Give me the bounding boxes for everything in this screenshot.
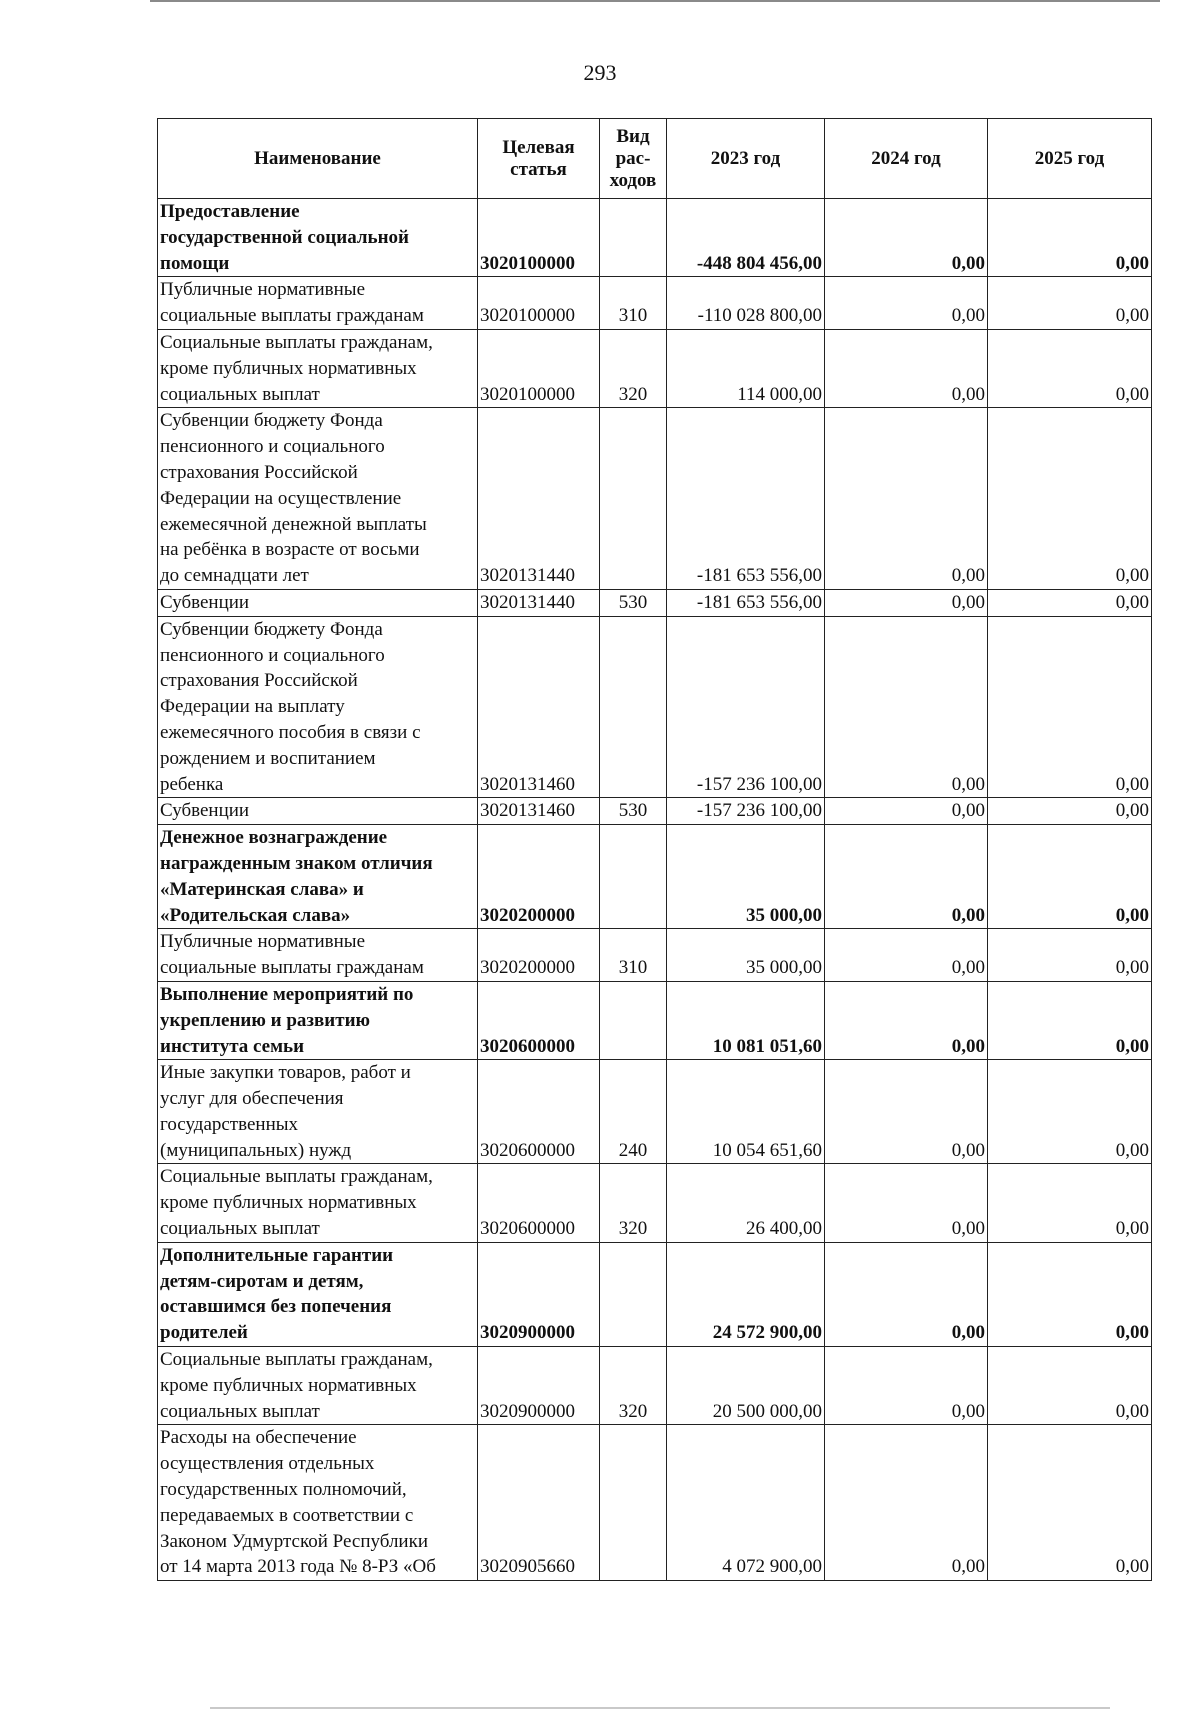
row-amount-2025: 0,00: [988, 1347, 1152, 1425]
row-amount-2025: 0,00: [988, 329, 1152, 407]
row-name-line: «Родительская слава»: [160, 904, 351, 926]
table-row: [158, 1164, 1152, 1242]
row-amount-2023: 114 000,00: [667, 329, 825, 407]
row-target-code: 3020131460: [478, 798, 600, 825]
row-target-code: 3020600000: [478, 1060, 600, 1164]
row-amount-2024: 0,00: [825, 1425, 988, 1581]
row-amount-2023: -157 236 100,00: [667, 798, 825, 825]
row-target-code: 3020200000: [478, 825, 600, 929]
row-name-line: услуг для обеспечения: [160, 1088, 344, 1110]
row-name: [158, 1242, 478, 1346]
table-row: [158, 798, 1152, 825]
row-target-code: 3020905660: [478, 1425, 600, 1581]
header-target-line: Целевая: [502, 136, 575, 158]
row-name-line: до семнадцати лет: [160, 565, 309, 587]
row-target-code: 3020900000: [478, 1347, 600, 1425]
row-target-code: 3020131460: [478, 616, 600, 798]
row-amount-2024: 0,00: [825, 798, 988, 825]
row-expense-kind: 310: [600, 929, 667, 982]
row-amount-2023: 26 400,00: [667, 1164, 825, 1242]
row-name-line: на ребёнка в возрасте от восьми: [160, 539, 420, 561]
row-target-code: 3020100000: [478, 199, 600, 277]
row-name-line: передаваемых в соответствии с: [160, 1504, 414, 1526]
row-name-line: социальных выплат: [160, 383, 320, 405]
row-name: [158, 616, 478, 798]
row-name-line: кроме публичных нормативных: [160, 357, 417, 379]
row-name: [158, 1060, 478, 1164]
row-amount-2023: 20 500 000,00: [667, 1347, 825, 1425]
row-amount-2025: 0,00: [988, 1060, 1152, 1164]
table-row: [158, 929, 1152, 982]
row-amount-2025: 0,00: [988, 929, 1152, 982]
row-amount-2025: 0,00: [988, 277, 1152, 330]
table-row: [158, 616, 1152, 798]
row-amount-2025: 0,00: [988, 981, 1152, 1059]
row-name-line: Иные закупки товаров, работ и: [160, 1062, 411, 1084]
scan-bottom-edge: [210, 1707, 1110, 1709]
row-amount-2023: 10 081 051,60: [667, 981, 825, 1059]
row-name-line: от 14 марта 2013 года № 8-РЗ «Об: [160, 1556, 436, 1578]
table-row: [158, 1060, 1152, 1164]
row-name-line: социальные выплаты гражданам: [160, 305, 424, 327]
row-name-line: государственной социальной: [160, 226, 409, 248]
row-expense-kind: [600, 981, 667, 1059]
row-name: [158, 277, 478, 330]
row-name-line: социальные выплаты гражданам: [160, 957, 424, 979]
scan-top-edge: [150, 0, 1160, 2]
row-name-line: ребенка: [160, 773, 224, 795]
row-name-line: пенсионного и социального: [160, 644, 385, 666]
table-row: [158, 1242, 1152, 1346]
row-name-line: Субвенции бюджету Фонда: [160, 618, 383, 640]
row-name-line: Публичные нормативные: [160, 931, 366, 953]
row-name-line: страхования Российской: [160, 461, 358, 483]
row-expense-kind: [600, 825, 667, 929]
row-name: [158, 589, 478, 616]
header-row: [158, 119, 1152, 199]
row-amount-2024: 0,00: [825, 1164, 988, 1242]
row-name-line: Законом Удмуртской Республики: [160, 1530, 428, 1552]
row-name-line: пенсионного и социального: [160, 436, 385, 458]
row-name-line: награжденным знаком отличия: [160, 852, 433, 874]
row-expense-kind: [600, 1242, 667, 1346]
row-amount-2025: 0,00: [988, 616, 1152, 798]
row-amount-2025: 0,00: [988, 798, 1152, 825]
row-amount-2024: 0,00: [825, 408, 988, 590]
row-expense-kind: 240: [600, 1060, 667, 1164]
table-row: [158, 199, 1152, 277]
header-name: Наименование: [158, 119, 478, 199]
budget-table: [157, 118, 1152, 1581]
row-name-line: Социальные выплаты гражданам,: [160, 331, 433, 353]
row-target-code: 3020131440: [478, 589, 600, 616]
row-name-line: социальных выплат: [160, 1400, 320, 1422]
row-name-line: кроме публичных нормативных: [160, 1374, 417, 1396]
row-name-line: Дополнительные гарантии: [160, 1244, 394, 1266]
row-name: [158, 408, 478, 590]
row-amount-2024: 0,00: [825, 1060, 988, 1164]
row-name-line: детям-сиротам и детям,: [160, 1270, 364, 1292]
table-row: [158, 825, 1152, 929]
row-expense-kind: 320: [600, 329, 667, 407]
row-name-line: Федерации на выплату: [160, 696, 345, 718]
row-target-code: 3020131440: [478, 408, 600, 590]
row-expense-kind: 530: [600, 798, 667, 825]
row-name-line: кроме публичных нормативных: [160, 1192, 417, 1214]
header-kind-line: рас-: [615, 147, 651, 169]
row-amount-2024: 0,00: [825, 929, 988, 982]
row-name: [158, 981, 478, 1059]
row-amount-2024: 0,00: [825, 277, 988, 330]
row-name-line: Социальные выплаты гражданам,: [160, 1166, 433, 1188]
row-name-line: ежемесячного пособия в связи с: [160, 721, 421, 743]
row-name-line: государственных: [160, 1113, 299, 1135]
row-name: [158, 929, 478, 982]
table-row: [158, 981, 1152, 1059]
row-name-line: института семьи: [160, 1035, 305, 1057]
row-name-line: рождением и воспитанием: [160, 747, 376, 769]
header-kind-line: ходов: [609, 169, 657, 191]
row-name: [158, 825, 478, 929]
header-target: [478, 119, 600, 199]
row-name-line: социальных выплат: [160, 1218, 320, 1240]
row-name: [158, 1347, 478, 1425]
row-name-line: осуществления отдельных: [160, 1453, 375, 1475]
row-expense-kind: 310: [600, 277, 667, 330]
row-amount-2025: 0,00: [988, 825, 1152, 929]
header-2024: 2024 год: [825, 119, 988, 199]
header-2025: 2025 год: [988, 119, 1152, 199]
row-amount-2023: 35 000,00: [667, 929, 825, 982]
row-expense-kind: 530: [600, 589, 667, 616]
row-expense-kind: [600, 1425, 667, 1581]
row-amount-2024: 0,00: [825, 1242, 988, 1346]
row-amount-2025: 0,00: [988, 1425, 1152, 1581]
row-amount-2025: 0,00: [988, 408, 1152, 590]
row-amount-2023: -181 653 556,00: [667, 589, 825, 616]
row-amount-2023: 10 054 651,60: [667, 1060, 825, 1164]
header-2023: 2023 год: [667, 119, 825, 199]
row-amount-2024: 0,00: [825, 329, 988, 407]
row-target-code: 3020900000: [478, 1242, 600, 1346]
table-row: [158, 408, 1152, 590]
row-name-line: Расходы на обеспечение: [160, 1427, 357, 1449]
row-amount-2023: -181 653 556,00: [667, 408, 825, 590]
row-name-line: страхования Российской: [160, 670, 358, 692]
row-amount-2024: 0,00: [825, 199, 988, 277]
row-name-line: Публичные нормативные: [160, 279, 366, 301]
row-target-code: 3020100000: [478, 277, 600, 330]
row-name-line: Выполнение мероприятий по: [160, 983, 414, 1005]
row-amount-2024: 0,00: [825, 616, 988, 798]
row-amount-2023: 35 000,00: [667, 825, 825, 929]
row-name-line: Денежное вознаграждение: [160, 827, 388, 849]
header-kind-line: Вид: [616, 125, 650, 147]
row-target-code: 3020100000: [478, 329, 600, 407]
row-target-code: 3020600000: [478, 1164, 600, 1242]
row-amount-2023: -448 804 456,00: [667, 199, 825, 277]
row-expense-kind: [600, 408, 667, 590]
row-amount-2024: 0,00: [825, 981, 988, 1059]
row-name: [158, 798, 478, 825]
table-row: [158, 589, 1152, 616]
row-amount-2023: 24 572 900,00: [667, 1242, 825, 1346]
row-name: [158, 199, 478, 277]
row-name-line: Субвенции: [160, 800, 250, 822]
row-amount-2023: -110 028 800,00: [667, 277, 825, 330]
row-amount-2025: 0,00: [988, 589, 1152, 616]
row-name-line: укреплению и развитию: [160, 1009, 371, 1031]
row-expense-kind: 320: [600, 1164, 667, 1242]
row-amount-2025: 0,00: [988, 1242, 1152, 1346]
row-name-line: (муниципальных) нужд: [160, 1139, 352, 1161]
row-target-code: 3020200000: [478, 929, 600, 982]
header-kind: [600, 119, 667, 199]
header-target-line: статья: [510, 158, 567, 180]
row-name: [158, 1425, 478, 1581]
row-name-line: ежемесячной денежной выплаты: [160, 513, 427, 535]
row-name-line: Субвенции бюджету Фонда: [160, 410, 383, 432]
row-target-code: 3020600000: [478, 981, 600, 1059]
row-name-line: помощи: [160, 252, 230, 274]
row-amount-2024: 0,00: [825, 825, 988, 929]
row-expense-kind: [600, 199, 667, 277]
row-name-line: Социальные выплаты гражданам,: [160, 1349, 433, 1371]
row-name: [158, 329, 478, 407]
table-row: [158, 329, 1152, 407]
row-amount-2023: 4 072 900,00: [667, 1425, 825, 1581]
row-name-line: государственных полномочий,: [160, 1479, 407, 1501]
row-amount-2025: 0,00: [988, 1164, 1152, 1242]
row-expense-kind: [600, 616, 667, 798]
table-row: [158, 1347, 1152, 1425]
page-number: 293: [583, 60, 617, 85]
row-name-line: Федерации на осуществление: [160, 487, 402, 509]
row-name-line: родителей: [160, 1322, 248, 1344]
row-name-line: оставшимся без попечения: [160, 1296, 392, 1318]
row-name: [158, 1164, 478, 1242]
row-name-line: Субвенции: [160, 591, 250, 613]
row-name-line: «Материнская слава» и: [160, 878, 364, 900]
row-expense-kind: 320: [600, 1347, 667, 1425]
row-amount-2023: -157 236 100,00: [667, 616, 825, 798]
row-amount-2024: 0,00: [825, 1347, 988, 1425]
table-row: [158, 277, 1152, 330]
row-name-line: Предоставление: [160, 201, 300, 222]
row-amount-2024: 0,00: [825, 589, 988, 616]
table-row: [158, 1425, 1152, 1581]
row-amount-2025: 0,00: [988, 199, 1152, 277]
